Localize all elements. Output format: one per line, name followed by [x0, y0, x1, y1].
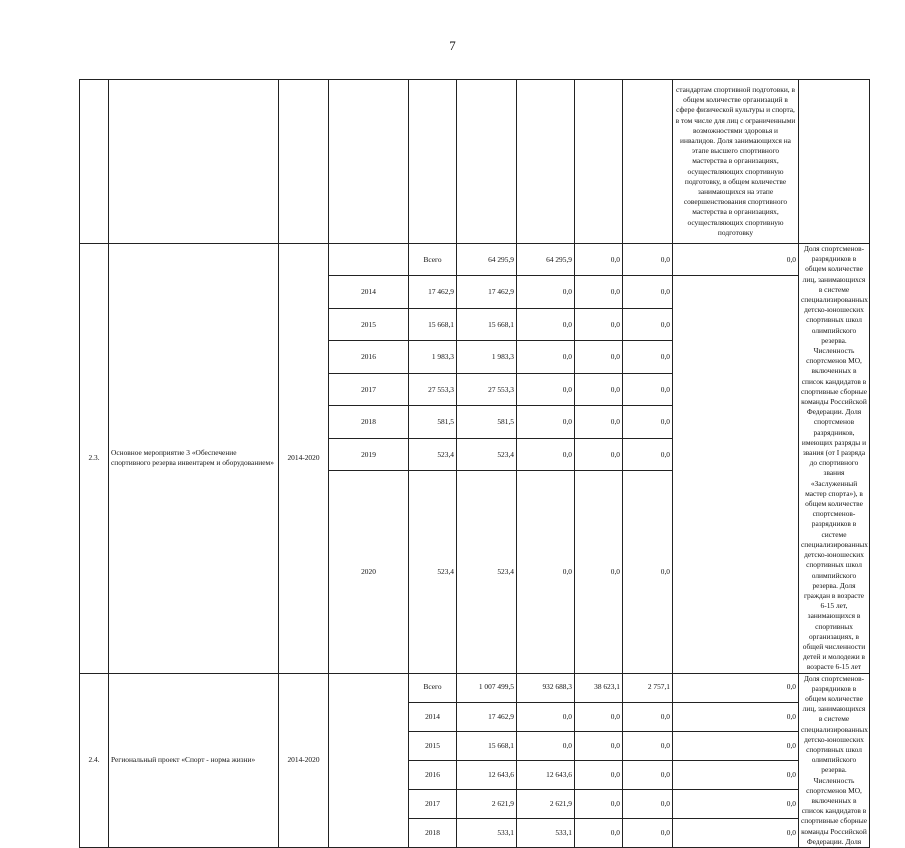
value-cell: 0,0 [623, 276, 673, 308]
value-cell: 64 295,9 [517, 244, 575, 276]
section-title: Региональный проект «Спорт - норма жизни» [109, 673, 279, 847]
value-cell: 27 553,3 [457, 373, 517, 405]
value-cell: 0,0 [673, 702, 799, 731]
value-cell: 0,0 [623, 373, 673, 405]
value-cell: 0,0 [623, 789, 673, 818]
value-cell: 932 688,3 [517, 673, 575, 702]
year-cell: 2014 [409, 702, 457, 731]
value-cell: 0,0 [623, 308, 673, 340]
value-cell: 0,0 [575, 702, 623, 731]
table-row [80, 673, 870, 702]
section-title: Основное мероприятие 3 «Обеспечение спортивного резерва инвентарем и оборудованием» [109, 244, 279, 674]
value-cell: 581,5 [457, 406, 517, 438]
cell-empty [80, 80, 109, 244]
value-cell: 0,0 [673, 731, 799, 760]
value-cell: 0,0 [673, 760, 799, 789]
year-cell: Всего [409, 244, 457, 276]
total-cell: 17 462,9 [457, 702, 517, 731]
value-cell: 0,0 [517, 438, 575, 470]
value-cell: 2 757,1 [623, 673, 673, 702]
value-cell: 0,0 [623, 341, 673, 373]
total-cell: 1 007 499,5 [457, 673, 517, 702]
value-cell: 17 462,9 [457, 276, 517, 308]
cell-empty [409, 80, 457, 244]
value-cell: 0,0 [623, 818, 673, 847]
cell-empty [329, 673, 409, 847]
value-cell: 38 623,1 [575, 673, 623, 702]
total-cell: 581,5 [409, 406, 457, 438]
value-cell: 533,1 [517, 818, 575, 847]
cell-empty [457, 80, 517, 244]
year-cell: 2018 [329, 406, 409, 438]
value-cell: 0,0 [575, 760, 623, 789]
value-cell: 12 643,6 [517, 760, 575, 789]
year-cell: 2016 [329, 341, 409, 373]
page-number: 7 [449, 38, 456, 53]
table-row [80, 244, 870, 276]
year-cell: 2014 [329, 276, 409, 308]
cell-empty [329, 244, 409, 276]
total-cell: 533,1 [457, 818, 517, 847]
year-cell: 2017 [329, 373, 409, 405]
value-cell: 0,0 [575, 818, 623, 847]
value-cell: 0,0 [517, 308, 575, 340]
total-cell: 15 668,1 [457, 731, 517, 760]
value-cell: 0,0 [623, 438, 673, 470]
total-cell: 64 295,9 [457, 244, 517, 276]
value-cell: 0,0 [673, 244, 799, 276]
cell-empty [575, 80, 623, 244]
cell-empty [517, 80, 575, 244]
continuation-row [80, 80, 870, 244]
section-period: 2014-2020 [279, 673, 329, 847]
total-cell: 1 983,3 [409, 341, 457, 373]
value-cell: 0,0 [575, 276, 623, 308]
year-cell: 2018 [409, 818, 457, 847]
cell-empty [109, 80, 279, 244]
value-cell: 0,0 [517, 702, 575, 731]
value-cell: 0,0 [517, 276, 575, 308]
section-number: 2.4. [80, 673, 109, 847]
value-cell: 0,0 [575, 406, 623, 438]
continuation-indicators: стандартам спортивной подготовки, в общем количестве организаций в сфере физической культуры и спорта, в том числе для лиц с ограниченными возможностями здоровья и инвалидов. Доля занимающихся на этапе высшего спортивного мастерства в организациях, осуществляющих спортивную подготовку, в общем количестве занимающихся на этапе совершенствования спортивного мастерства в организациях, осуществляющих спортивную подготовку [673, 80, 799, 244]
value-cell: 0,0 [575, 244, 623, 276]
total-cell: 12 643,6 [457, 760, 517, 789]
value-cell: 0,0 [575, 789, 623, 818]
total-cell: 15 668,1 [409, 308, 457, 340]
year-cell: 2019 [329, 438, 409, 470]
value-cell: 15 668,1 [457, 308, 517, 340]
section-indicators: Доля спортсменов-разрядников в общем количестве лиц, занимающихся в системе специализированных детско-юношеских спортивных школ олимпийского резерва. Численность спортсменов МО, включенных в список кандидатов в спортивные сборные команды Российской Федерации. Доля [799, 673, 870, 847]
value-cell: 0,0 [517, 373, 575, 405]
cell-empty [623, 80, 673, 244]
value-cell: 0,0 [673, 673, 799, 702]
value-cell: 0,0 [575, 438, 623, 470]
value-cell: 0,0 [517, 471, 575, 673]
value-cell: 0,0 [575, 471, 623, 673]
section-number: 2.3. [80, 244, 109, 674]
value-cell: 0,0 [517, 406, 575, 438]
value-cell: 0,0 [575, 373, 623, 405]
year-cell: 2015 [409, 731, 457, 760]
program-table [79, 79, 870, 848]
value-cell: 523,4 [457, 438, 517, 470]
cell-empty [329, 80, 409, 244]
value-cell: 0,0 [673, 818, 799, 847]
value-cell: 0,0 [575, 308, 623, 340]
value-cell: 523,4 [457, 471, 517, 673]
value-cell: 0,0 [623, 731, 673, 760]
year-cell: 2017 [409, 789, 457, 818]
value-cell: 0,0 [517, 731, 575, 760]
cell-empty [799, 80, 870, 244]
year-cell: 2020 [329, 471, 409, 673]
value-cell: 0,0 [623, 702, 673, 731]
year-cell: 2015 [329, 308, 409, 340]
total-cell: 17 462,9 [409, 276, 457, 308]
value-cell: 0,0 [623, 760, 673, 789]
value-cell: 0,0 [623, 244, 673, 276]
value-cell: 0,0 [575, 731, 623, 760]
total-cell: 523,4 [409, 471, 457, 673]
value-cell: 0,0 [673, 789, 799, 818]
value-cell: 0,0 [623, 406, 673, 438]
cell-empty [279, 80, 329, 244]
section-period: 2014-2020 [279, 244, 329, 674]
total-cell: 27 553,3 [409, 373, 457, 405]
value-cell: 0,0 [623, 471, 673, 673]
total-cell: 523,4 [409, 438, 457, 470]
year-cell: Всего [409, 673, 457, 702]
year-cell: 2016 [409, 760, 457, 789]
value-cell: 0,0 [517, 341, 575, 373]
section-indicators: Доля спортсменов-разрядников в общем количестве лиц, занимающихся в системе специализированных детско-юношеских спортивных школ олимпийского резерва. Численность спортсменов МО, включенных в список кандидатов в спортивные сборные команды Российской Федерации. Доля спортсменов разрядников, имеющих разряды и звания (от I разряда до спортивного звания «Заслуженный мастер спорта»), в общем количестве спортсменов-разрядников в системе специализированных детско-юношеских спортивных школ олимпийского резерва. Доля граждан в возрасте 6-15 лет, занимающихся в спортивных организациях, в общей численности детей и молодежи в возрасте 6-15 лет [799, 244, 870, 674]
value-cell: 0,0 [575, 341, 623, 373]
value-cell: 1 983,3 [457, 341, 517, 373]
value-cell: 2 621,9 [517, 789, 575, 818]
total-cell: 2 621,9 [457, 789, 517, 818]
